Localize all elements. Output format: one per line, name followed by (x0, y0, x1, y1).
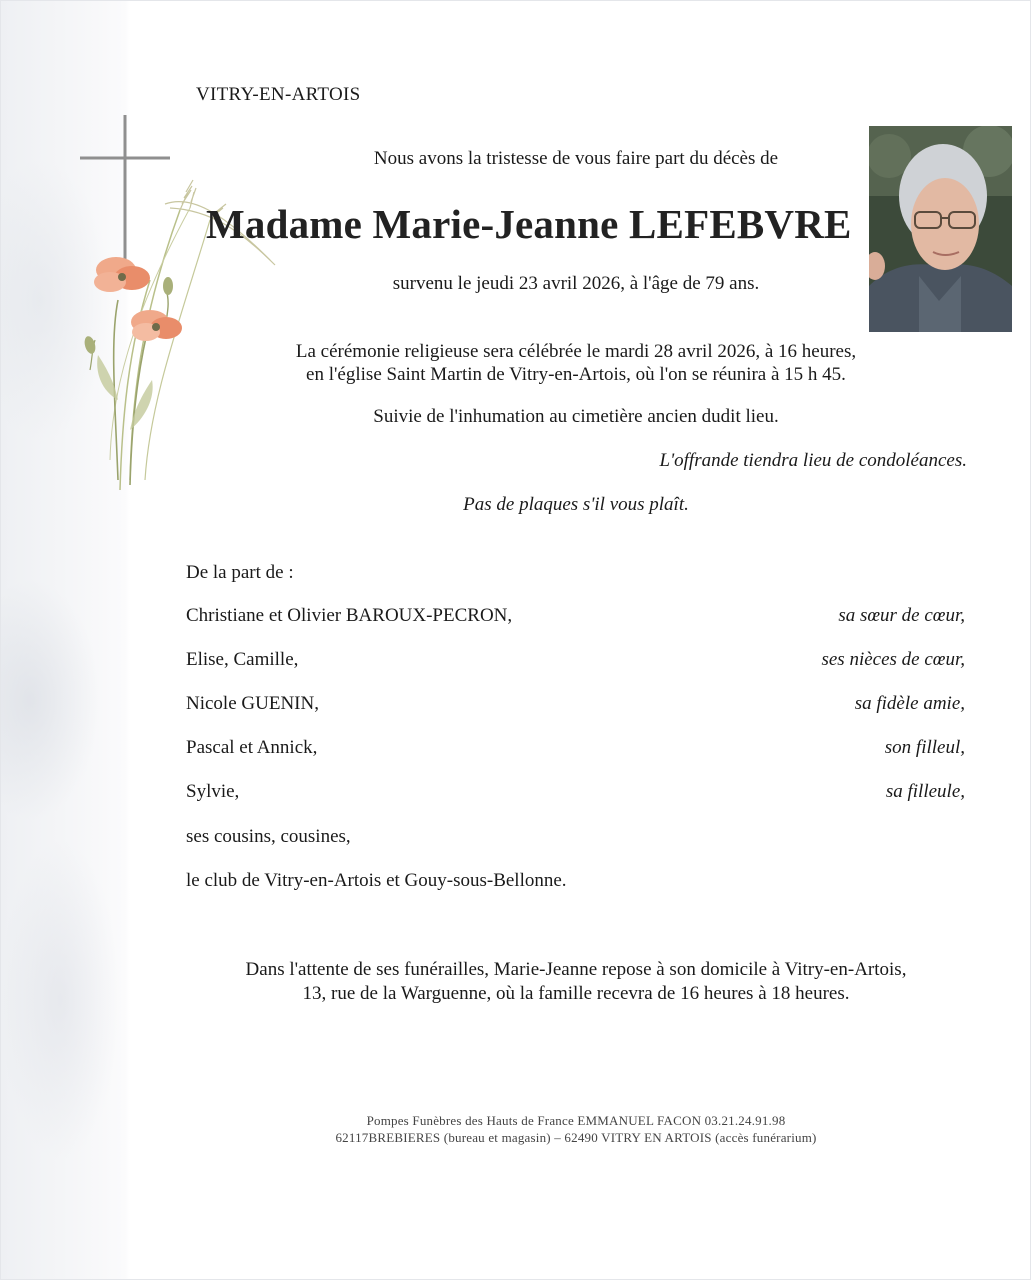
visitation-line-2: 13, rue de la Warguenne, où la famille recevra de 16 heures à 18 heures. (302, 983, 850, 1004)
family-member: Nicole GUENIN, (186, 693, 319, 714)
funeral-home-footer (260, 1112, 892, 1146)
family-relation: son filleul, (884, 737, 965, 758)
family-row (186, 693, 965, 717)
family-member: ses cousins, cousines, (186, 826, 351, 847)
family-relation: ses nièces de cœur, (821, 649, 965, 670)
family-member: Pascal et Annick, (186, 737, 318, 758)
intro-text: Nous avons la tristesse de vous faire part du décès de (373, 148, 779, 169)
family-relation: sa fidèle amie, (854, 693, 965, 714)
portrait-photo (869, 126, 1012, 332)
ceremony-line-2: en l'église Saint Martin de Vitry-en-Artois, où l'on se réunira à 15 h 45. (306, 364, 846, 385)
offering-note: L'offrande tiendra lieu de condoléances. (659, 450, 967, 471)
family-member: Elise, Camille, (186, 649, 299, 670)
family-row (186, 870, 965, 894)
visitation-text (200, 958, 952, 1006)
deceased-name: Madame Marie-Jeanne LEFEBVRE (206, 201, 852, 247)
no-plaques-note: Pas de plaques s'il vous plaît. (463, 494, 689, 515)
family-row (186, 781, 965, 805)
location-label: VITRY-EN-ARTOIS (196, 84, 361, 105)
footer-line-1: Pompes Funèbres des Hauts de France EMMANUEL FACON 03.21.24.91.98 (366, 1113, 786, 1128)
family-member: Sylvie, (186, 781, 240, 802)
family-member: Christiane et Olivier BAROUX-PECRON, (186, 605, 513, 626)
family-row (186, 826, 965, 850)
cross-icon (80, 115, 170, 280)
family-row (186, 605, 965, 629)
family-row (186, 649, 965, 673)
family-row (186, 737, 965, 761)
footer-line-2: 62117BREBIERES (bureau et magasin) – 62490 VITRY EN ARTOIS (accès funérarium) (335, 1130, 817, 1145)
visitation-line-1: Dans l'attente de ses funérailles, Marie-Jeanne repose à son domicile à Vitry-en-Artois, (245, 959, 907, 980)
death-info: survenu le jeudi 23 avril 2026, à l'âge de 79 ans. (392, 273, 760, 294)
ceremony-text (240, 340, 912, 386)
family-member: le club de Vitry-en-Artois et Gouy-sous-Bellonne. (186, 870, 567, 891)
poppy-wheat-illustration (70, 100, 290, 520)
family-relation: sa filleule, (885, 781, 965, 802)
burial-text: Suivie de l'inhumation au cimetière ancien dudit lieu. (373, 406, 779, 427)
from-label: De la part de : (186, 562, 294, 583)
ceremony-line-1: La cérémonie religieuse sera célébrée le mardi 28 avril 2026, à 16 heures, (295, 341, 857, 362)
family-relation: sa sœur de cœur, (838, 605, 965, 626)
